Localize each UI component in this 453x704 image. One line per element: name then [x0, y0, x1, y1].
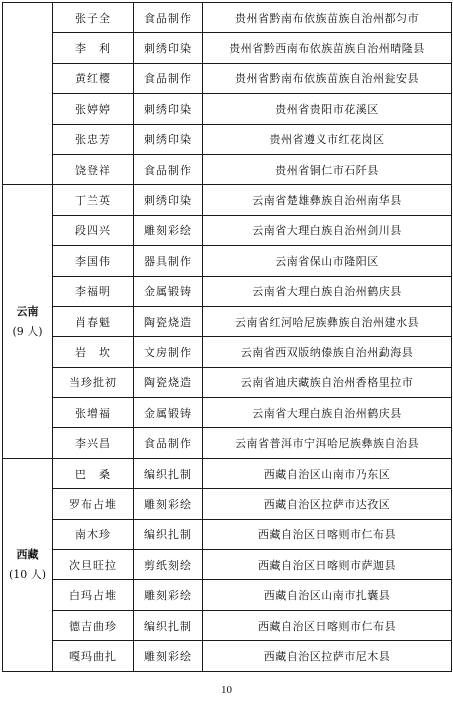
location-cell: 云南省西双版纳傣族自治州勐海县: [203, 337, 452, 367]
craft-cell: 食品制作: [134, 428, 203, 458]
craft-cell: 食品制作: [134, 63, 203, 93]
craft-cell: 刺绣印染: [134, 124, 203, 154]
craft-cell: 雕刻彩绘: [134, 215, 203, 245]
location-cell: 西藏自治区日喀则市萨迦县: [203, 550, 452, 580]
craft-cell: 文房制作: [134, 337, 203, 367]
roster-body: [3, 3, 452, 672]
name-cell: 岩 坎: [53, 337, 134, 367]
name-cell: 李兴昌: [53, 428, 134, 458]
location-cell: 西藏自治区山南市扎囊县: [203, 580, 452, 610]
location-cell: 西藏自治区日喀则市仁布县: [203, 610, 452, 640]
name-cell: 罗布占堆: [53, 489, 134, 519]
name-cell: 张忠芳: [53, 124, 134, 154]
location-cell: 贵州省遵义市红花岗区: [203, 124, 452, 154]
table-row: [3, 246, 452, 276]
name-cell: 南木珍: [53, 519, 134, 549]
table-row: [3, 215, 452, 245]
craft-cell: 刺绣印染: [134, 33, 203, 63]
region-count: (10 人): [8, 567, 47, 581]
table-row: [3, 519, 452, 549]
name-cell: 肖春魁: [53, 306, 134, 336]
table-row: [3, 398, 452, 428]
name-cell: 德吉曲珍: [53, 610, 134, 640]
location-cell: 贵州省黔西南布依族苗族自治州晴隆县: [203, 33, 452, 63]
name-cell: 张子全: [53, 3, 134, 33]
name-cell: 李 利: [53, 33, 134, 63]
location-cell: 贵州省铜仁市石阡县: [203, 154, 452, 184]
region-name: 西藏: [16, 547, 39, 561]
location-cell: 云南省大理白族自治州剑川县: [203, 215, 452, 245]
table-row: [3, 306, 452, 336]
craft-cell: 陶瓷烧造: [134, 367, 203, 397]
location-cell: 云南省楚雄彝族自治州南华县: [203, 185, 452, 215]
name-cell: 黄红樱: [53, 63, 134, 93]
location-cell: 西藏自治区拉萨市尼木县: [203, 641, 452, 671]
location-cell: 云南省普洱市宁洱哈尼族彝族自治县: [203, 428, 452, 458]
name-cell: 嘎玛曲扎: [53, 641, 134, 671]
region-cell: [3, 458, 53, 671]
name-cell: 次旦旺拉: [53, 550, 134, 580]
table-row: [3, 63, 452, 93]
name-cell: 张婷婷: [53, 94, 134, 124]
name-cell: 李福明: [53, 276, 134, 306]
page-number: 10: [221, 684, 232, 696]
craft-cell: 金属锻铸: [134, 398, 203, 428]
table-row: [3, 367, 452, 397]
table-row: [3, 94, 452, 124]
table-row: [3, 185, 452, 215]
table-row: [3, 33, 452, 63]
table-row: [3, 489, 452, 519]
name-cell: 丁兰英: [53, 185, 134, 215]
table-row: [3, 276, 452, 306]
craft-cell: 器具制作: [134, 246, 203, 276]
craft-cell: 雕刻彩绘: [134, 580, 203, 610]
table-row: [3, 428, 452, 458]
region-cell: [3, 185, 53, 459]
craft-cell: 编织扎制: [134, 519, 203, 549]
table-row: [3, 124, 452, 154]
name-cell: 段四兴: [53, 215, 134, 245]
craft-cell: 刺绣印染: [134, 185, 203, 215]
craft-cell: 剪纸刻绘: [134, 550, 203, 580]
roster-table: [2, 2, 452, 672]
name-cell: 白玛占堆: [53, 580, 134, 610]
location-cell: 西藏自治区拉萨市达孜区: [203, 489, 452, 519]
table-row: [3, 580, 452, 610]
craft-cell: 食品制作: [134, 154, 203, 184]
table-row: [3, 641, 452, 671]
table-row: [3, 337, 452, 367]
location-cell: 云南省迪庆藏族自治州香格里拉市: [203, 367, 452, 397]
name-cell: 张增福: [53, 398, 134, 428]
craft-cell: 编织扎制: [134, 610, 203, 640]
craft-cell: 食品制作: [134, 3, 203, 33]
location-cell: 贵州省贵阳市花溪区: [203, 94, 452, 124]
craft-cell: 编织扎制: [134, 458, 203, 488]
location-cell: 云南省保山市隆阳区: [203, 246, 452, 276]
location-cell: 贵州省黔南布依族苗族自治州都匀市: [203, 3, 452, 33]
region-count: (9 人): [12, 324, 43, 338]
craft-cell: 陶瓷烧造: [134, 306, 203, 336]
table-row: [3, 550, 452, 580]
location-cell: 云南省大理白族自治州鹤庆县: [203, 398, 452, 428]
location-cell: 西藏自治区日喀则市仁布县: [203, 519, 452, 549]
name-cell: 巴 桑: [53, 458, 134, 488]
name-cell: 李国伟: [53, 246, 134, 276]
table-row: [3, 610, 452, 640]
location-cell: 贵州省黔南布依族苗族自治州瓮安县: [203, 63, 452, 93]
name-cell: 当珍批初: [53, 367, 134, 397]
craft-cell: 雕刻彩绘: [134, 641, 203, 671]
location-cell: 西藏自治区山南市乃东区: [203, 458, 452, 488]
craft-cell: 雕刻彩绘: [134, 489, 203, 519]
region-cell: [3, 3, 53, 185]
table-row: [3, 154, 452, 184]
location-cell: 云南省红河哈尼族彝族自治州建水县: [203, 306, 452, 336]
name-cell: 饶登祥: [53, 154, 134, 184]
table-row: [3, 458, 452, 488]
location-cell: 云南省大理白族自治州鹤庆县: [203, 276, 452, 306]
table-row: [3, 3, 452, 33]
region-name: 云南: [16, 304, 39, 318]
craft-cell: 刺绣印染: [134, 94, 203, 124]
craft-cell: 金属锻铸: [134, 276, 203, 306]
